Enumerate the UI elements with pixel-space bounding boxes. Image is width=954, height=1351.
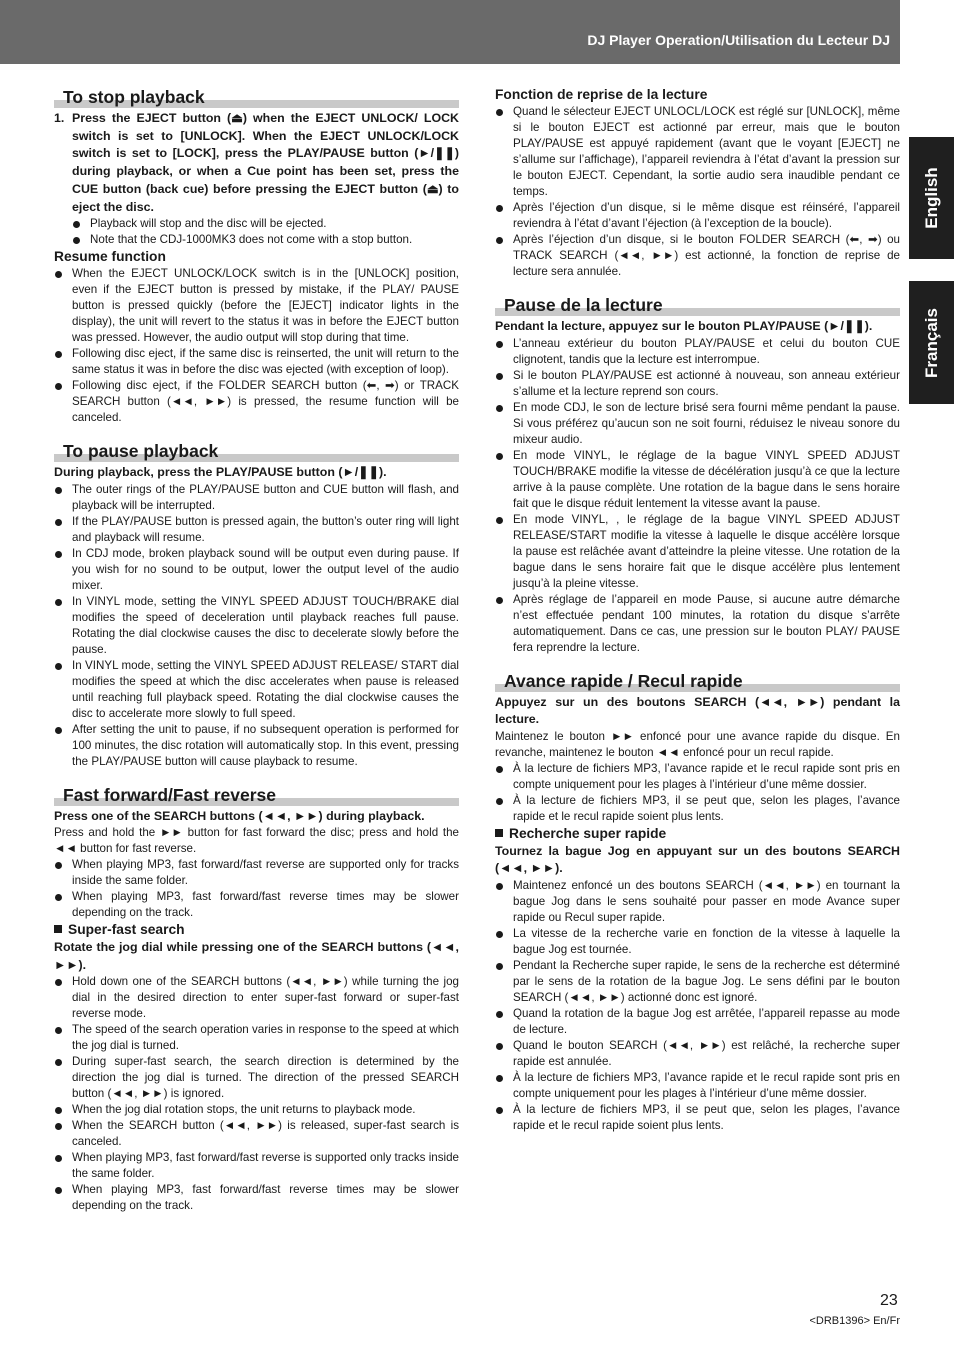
header-bar	[0, 0, 900, 64]
ff-lead-fr: Appuyez sur un des boutons SEARCH (◄◄, ►►) pendant la lecture.	[495, 694, 900, 726]
pause-lead: During playback, press the PLAY/PAUSE button (►/❚❚).	[54, 465, 387, 480]
section-heading-ff-fr: Avance rapide / Recul rapide	[495, 670, 900, 692]
list-item: La vitesse de la recherche varie en fonction de la vitesse à laquelle la bague Jog est tournée.	[495, 926, 900, 958]
tab-english[interactable]	[909, 137, 954, 259]
list-item: When playing MP3, fast forward/fast reverse times may be slower depending on the track.	[54, 1182, 459, 1214]
list-item: The speed of the search operation varies in response to the speed at which the jog dial is turned.	[54, 1022, 459, 1054]
tab-francais-label: Français	[921, 307, 941, 378]
list-item: L’anneau extérieur du bouton PLAY/PAUSE et celui du bouton CUE clignotent, tandis que la lecture est interrompue.	[495, 336, 900, 368]
tab-francais[interactable]	[909, 281, 954, 404]
list-item: Après l’éjection d’un disque, si le bouton FOLDER SEARCH (⬅, ➡) ou TRACK SEARCH (◄◄, ►►) est actionné, la fonction de reprise de lecture sera annulée.	[495, 232, 900, 280]
pause-bullets-fr	[495, 336, 900, 656]
resume-bullets	[54, 266, 459, 426]
ff-bullets-fr	[495, 761, 900, 825]
list-item: Si le bouton PLAY/PAUSE est actionné à nouveau, son anneau extérieur s’allume et la lecture reprend son cours.	[495, 368, 900, 400]
reprise-bullets	[495, 104, 900, 280]
ff-text: Press and hold the ►► button for fast forward the disc; press and hold the ◄◄ button for fast reverse.	[54, 826, 459, 856]
reprise-title: Fonction de reprise de la lecture	[495, 87, 708, 102]
super-search-lead: Rotate the jog dial while pressing one of the SEARCH buttons (◄◄, ►►).	[54, 940, 459, 972]
english-column	[54, 86, 459, 1214]
list-item: À la lecture de fichiers MP3, l’avance rapide et le recul rapide sont pris en compte uniquement pour les plages à l’intérieur d’une même dossier.	[495, 1070, 900, 1102]
list-item: Note that the CDJ-1000MK3 does not come with a stop button.	[72, 232, 459, 248]
list-item: During super-fast search, the search direction is determined by the direction the jog dial is turned. The direction of the pressed SEARCH button (◄◄, ►►) is ignored.	[54, 1054, 459, 1102]
list-item: À la lecture de fichiers MP3, il se peut que, selon les plages, l’avance rapide et le recul rapide soient plus lents.	[495, 1102, 900, 1134]
list-item: En mode VINYL, , le réglage de la bague VINYL SPEED ADJUST RELEASE/START modifie la vitesse à laquelle le disque accélère lorsque la pause est relâchée avant d’atteindre la pleine vitesse. Une rotation de la bague dans le sens horaire fait que le disque accélère plus lentement jusqu’à la pleine vitesse.	[495, 512, 900, 592]
list-item: Maintenez enfoncé un des boutons SEARCH (◄◄, ►►) en tournant la bague Jog dans le sens souhaité pour passer en mode Avance super rapide ou Recul super rapide.	[495, 878, 900, 926]
ff-text-fr: Maintenez le bouton ►► enfoncé pour une avance rapide du disque. En revanche, maintenez le bouton ◄◄ enfoncé pour un recul rapide.	[495, 729, 900, 759]
list-item: Following disc eject, if the FOLDER SEARCH button (⬅, ➡) or TRACK SEARCH button (◄◄, ►►) is pressed, the resume function will be canceled.	[54, 378, 459, 426]
pause-bullets	[54, 482, 459, 770]
list-item: En mode CDJ, le son de lecture brisé sera fourni même pendant la pause. Si vous préférez qu’aucun son ne soit fourni, réduisez le niveau sonore du mixeur audio.	[495, 400, 900, 448]
header-title: DJ Player Operation/Utilisation du Lecteur DJ	[587, 32, 890, 48]
list-item: In VINYL mode, setting the VINYL SPEED ADJUST RELEASE/ START dial modifies the speed at which the disc accelerates when pause is released until reaching full playback speed. Rotating the dial clockwise causes the disc to accelerate more slowly to full speed.	[54, 658, 459, 722]
list-item: When playing MP3, fast forward/fast reverse is supported only tracks inside the same folder.	[54, 1150, 459, 1182]
super-search-title: Super-fast search	[54, 921, 459, 939]
list-item: In CDJ mode, broken playback sound will be output even during pause. If you wish for no sound to be output, lower the output level of the audio mixer.	[54, 546, 459, 594]
step-number: 1.	[54, 111, 65, 125]
step-text: Press the EJECT button (⏏) when the EJECT UNLOCK/ LOCK switch is set to [UNLOCK]. When the EJECT UNLOCK/LOCK switch is set to [LOCK], press the PLAY/PAUSE button (►/❚❚) during playback, or when a Cue point has been set, press the CUE button (back cue) before pressing the EJECT button (⏏) to eject the disc.	[72, 111, 459, 214]
ff-lead: Press one of the SEARCH buttons (◄◄, ►►) during playback.	[54, 808, 425, 823]
list-item: When the EJECT UNLOCK/LOCK switch is in the [UNLOCK] position, even if the EJECT button is pressed by mistake, if the PLAY/ PAUSE button is pressed quickly (before the [EJECT] indicator lights in the display), the unit will revert to the status it was in before the EJECT button was pressed. However, the audio output will stop during that time.	[54, 266, 459, 346]
section-heading-ff: Fast forward/Fast reverse	[54, 784, 459, 806]
list-item: Quand le sélecteur EJECT UNLOCL/LOCK est réglé sur [UNLOCK], même si le bouton EJECT est actionné par erreur, mais que le bouton PLAY/PAUSE est appuyé rapidement (avant que le voyant [EJECT] ne s’allume sur l’affichage), l’appareil reviendra à l’état d’avant la pression sur le bouton EJECT. Cependant, la sortie audio sera inaudible pendant ce temps.	[495, 104, 900, 200]
super-search-bullets	[54, 974, 459, 1214]
super-search-title-fr: Recherche super rapide	[495, 825, 900, 843]
list-item: Following disc eject, if the same disc is reinserted, the unit will return to the same status it was in before the disc was ejected (with exception of loop).	[54, 346, 459, 378]
list-item: If the PLAY/PAUSE button is pressed again, the button’s outer ring will light and playback will resume.	[54, 514, 459, 546]
section-heading-pause-fr: Pause de la lecture	[495, 294, 900, 316]
ff-bullets	[54, 857, 459, 921]
list-item: The outer rings of the PLAY/PAUSE button and CUE button will flash, and playback will be interrupted.	[54, 482, 459, 514]
list-item: Quand le bouton SEARCH (◄◄, ►►) est relâché, la recherche super rapide est annulée.	[495, 1038, 900, 1070]
list-item: En mode VINYL, le réglage de la bague VINYL SPEED ADJUST TOUCH/BRAKE modifie la vitesse de décélération jusqu’à ce que la lecture arrive à la pause complète. Une rotation de la bague dans le sens horaire fait que le disque réduit lentement la vitesse avant la pause.	[495, 448, 900, 512]
list-item: When playing MP3, fast forward/fast reverse times may be slower depending on the track.	[54, 889, 459, 921]
stop-step	[54, 110, 459, 216]
list-item: When playing MP3, fast forward/fast reverse are supported only for tracks inside the same folder.	[54, 857, 459, 889]
page-number: 23	[880, 1292, 898, 1309]
list-item: Après l’éjection d’un disque, si le même disque est réinséré, l’appareil reviendra à l’état d’avant l’éjection (à l’exception de la boucle).	[495, 200, 900, 232]
tab-english-label: English	[921, 167, 941, 229]
list-item: After setting the unit to pause, if no subsequent operation is performed for 100 minutes, the disc rotation will automatically stop. In this event, pressing the PLAY/PAUSE button will cause playback to resume.	[54, 722, 459, 770]
french-column	[495, 86, 900, 1134]
list-item: Quand la rotation de la bague Jog est arrêtée, l’appareil repasse au mode de lecture.	[495, 1006, 900, 1038]
list-item: Playback will stop and the disc will be ejected.	[72, 216, 459, 232]
section-heading-pause: To pause playback	[54, 440, 459, 462]
list-item: À la lecture de fichiers MP3, l’avance rapide et le recul rapide sont pris en compte uniquement pour les plages à l’intérieur d’une même dossier.	[495, 761, 900, 793]
list-item: When the jog dial rotation stops, the unit returns to playback mode.	[54, 1102, 459, 1118]
list-item: À la lecture de fichiers MP3, il se peut que, selon les plages, l’avance rapide et le recul rapide soient plus lents.	[495, 793, 900, 825]
super-search-lead-fr: Tournez la bague Jog en appuyant sur un des boutons SEARCH (◄◄, ►►).	[495, 843, 900, 875]
list-item: Pendant la Recherche super rapide, le sens de la recherche est déterminé par le sens de la rotation de la bague Jog. Le sens défini par le bouton SEARCH (◄◄, ►►) actionné donc est ignoré.	[495, 958, 900, 1006]
super-search-bullets-fr	[495, 878, 900, 1134]
list-item: When the SEARCH button (◄◄, ►►) is released, super-fast search is canceled.	[54, 1118, 459, 1150]
document-reference: <DRB1396> En/Fr	[809, 1315, 900, 1327]
list-item: Hold down one of the SEARCH buttons (◄◄, ►►) while turning the jog dial in the desired direction to enter super-fast forward or super-fast reverse mode.	[54, 974, 459, 1022]
stop-bullets	[54, 216, 459, 248]
list-item: In VINYL mode, setting the VINYL SPEED ADJUST TOUCH/BRAKE dial modifies the speed of deceleration until playback reaches full pause. Rotating the dial clockwise causes the disc to decelerate slowly before the pause.	[54, 594, 459, 658]
resume-title: Resume function	[54, 249, 166, 265]
pause-lead-fr: Pendant la lecture, appuyez sur le bouton PLAY/PAUSE (►/❚❚).	[495, 319, 873, 333]
list-item: Après réglage de l’appareil en mode Pause, si aucune autre démarche n’est effectuée pendant 100 minutes, la rotation du disque s’arrête automatiquement. Dans ce cas, une pression sur le bouton PLAY/ PAUSE fera reprendre la lecture.	[495, 592, 900, 656]
section-heading-stop: To stop playback	[54, 86, 459, 108]
